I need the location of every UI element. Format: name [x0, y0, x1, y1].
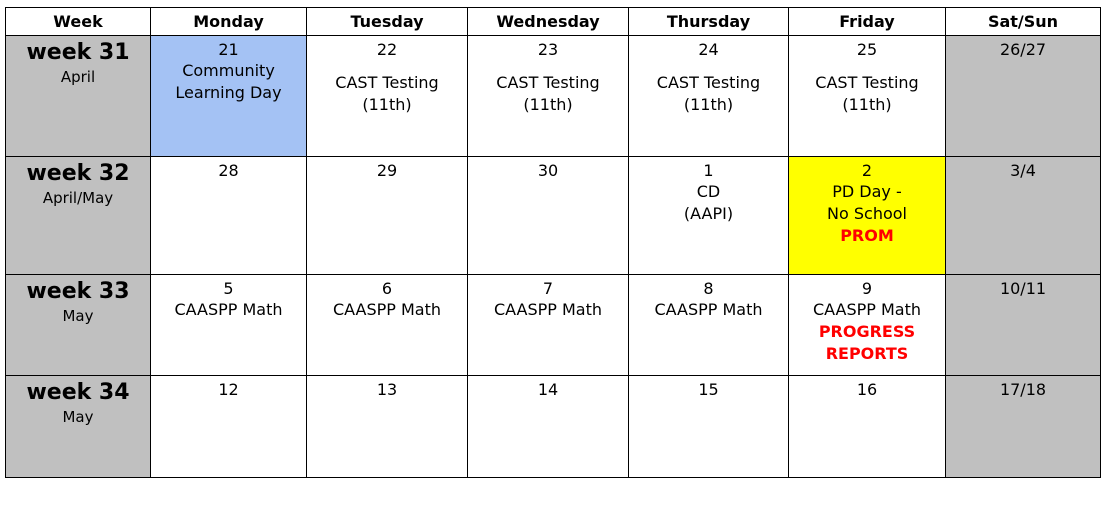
- day-number: 5: [223, 279, 234, 298]
- day-number: 15: [698, 380, 719, 399]
- header-row: [6, 8, 1101, 36]
- day-cell-monday: [151, 275, 307, 376]
- header-weekend: Sat/Sun: [946, 8, 1101, 36]
- day-cell-thursday: [629, 36, 789, 157]
- weekend-dates: 10/11: [999, 279, 1047, 298]
- week-label-cell: [6, 275, 151, 376]
- day-cell-monday: [151, 376, 307, 478]
- event-text: (11th): [842, 95, 892, 114]
- week-row: [6, 376, 1101, 478]
- calendar-table: [5, 7, 1101, 478]
- day-number: 16: [856, 380, 878, 399]
- day-number: 12: [218, 380, 239, 399]
- day-cell-tuesday: [307, 275, 468, 376]
- prom-alert: PROM: [840, 226, 894, 245]
- week-label-cell: [6, 376, 151, 478]
- weekend-dates: 3/4: [1010, 161, 1036, 180]
- header-week: Week: [6, 8, 151, 36]
- day-number: 8: [703, 279, 714, 298]
- progress-reports-alert: REPORTS: [825, 344, 909, 363]
- week-label-cell: [6, 157, 151, 275]
- day-number: 28: [218, 161, 239, 180]
- event-text: CAST Testing: [335, 73, 439, 92]
- day-cell-tuesday: [307, 36, 468, 157]
- day-cell-wednesday: [468, 157, 629, 275]
- day-cell-tuesday: [307, 376, 468, 478]
- day-cell-friday: [789, 157, 946, 275]
- event-text: CD: [696, 182, 721, 201]
- event-text: CAST Testing: [496, 73, 600, 92]
- event-text: CAASPP Math: [493, 300, 603, 319]
- day-number: 30: [537, 161, 559, 180]
- week-month: April/May: [42, 189, 114, 207]
- day-cell-friday: [789, 275, 946, 376]
- event-text: PD Day -: [832, 182, 902, 201]
- day-number: 14: [537, 380, 559, 399]
- day-number: 2: [861, 161, 873, 180]
- day-cell-wednesday: [468, 275, 629, 376]
- day-number: 22: [376, 40, 398, 59]
- weekend-dates: 17/18: [999, 380, 1047, 399]
- header-friday: Friday: [789, 8, 946, 36]
- event-text: CAASPP Math: [654, 300, 763, 319]
- day-cell-thursday: [629, 275, 789, 376]
- day-number: 6: [381, 279, 393, 298]
- weekend-cell: [946, 376, 1101, 478]
- day-cell-friday: [789, 376, 946, 478]
- week-label-cell: [6, 36, 151, 157]
- week-row: [6, 275, 1101, 376]
- day-number: 21: [218, 40, 239, 59]
- event-text: CAASPP Math: [812, 300, 922, 319]
- week-name: week 33: [26, 279, 130, 304]
- day-number: 23: [537, 40, 559, 59]
- weekend-cell: [946, 157, 1101, 275]
- day-number: 29: [376, 161, 398, 180]
- week-row: [6, 157, 1101, 275]
- header-monday: Monday: [151, 8, 307, 36]
- day-cell-tuesday: [307, 157, 468, 275]
- weekend-cell: [946, 36, 1101, 157]
- event-text: CAST Testing: [815, 73, 919, 92]
- week-month: May: [62, 307, 94, 325]
- week-month: May: [62, 408, 94, 426]
- weekend-cell: [946, 275, 1101, 376]
- event-text: (AAPI): [683, 204, 734, 223]
- header-thursday: Thursday: [629, 8, 789, 36]
- header-wednesday: Wednesday: [468, 8, 629, 36]
- week-name: week 31: [26, 40, 130, 65]
- progress-reports-alert: PROGRESS: [818, 322, 916, 341]
- day-cell-wednesday: [468, 376, 629, 478]
- day-cell-friday: [789, 36, 946, 157]
- event-text: (11th): [362, 95, 412, 114]
- event-text: No School: [827, 204, 907, 223]
- day-number: 24: [698, 40, 719, 59]
- weekend-dates: 26/27: [999, 40, 1047, 59]
- day-cell-thursday: [629, 376, 789, 478]
- event-text: CAASPP Math: [332, 300, 442, 319]
- week-month: April: [60, 68, 96, 86]
- day-cell-wednesday: [468, 36, 629, 157]
- event-text: Community: [182, 61, 275, 80]
- week-name: week 34: [26, 380, 130, 405]
- event-text: CAST Testing: [656, 73, 761, 92]
- header-tuesday: Tuesday: [307, 8, 468, 36]
- day-number: 7: [542, 279, 554, 298]
- day-cell-monday: [151, 157, 307, 275]
- day-number: 13: [376, 380, 398, 399]
- week-row: [6, 36, 1101, 157]
- event-text: CAASPP Math: [174, 300, 283, 319]
- day-number: 9: [861, 279, 873, 298]
- event-text: (11th): [683, 95, 734, 114]
- day-cell-thursday: [629, 157, 789, 275]
- week-name: week 32: [26, 161, 130, 186]
- day-cell-monday: [151, 36, 307, 157]
- day-number: 1: [703, 161, 714, 180]
- day-number: 25: [856, 40, 878, 59]
- event-text: (11th): [523, 95, 573, 114]
- event-text: Learning Day: [175, 83, 282, 102]
